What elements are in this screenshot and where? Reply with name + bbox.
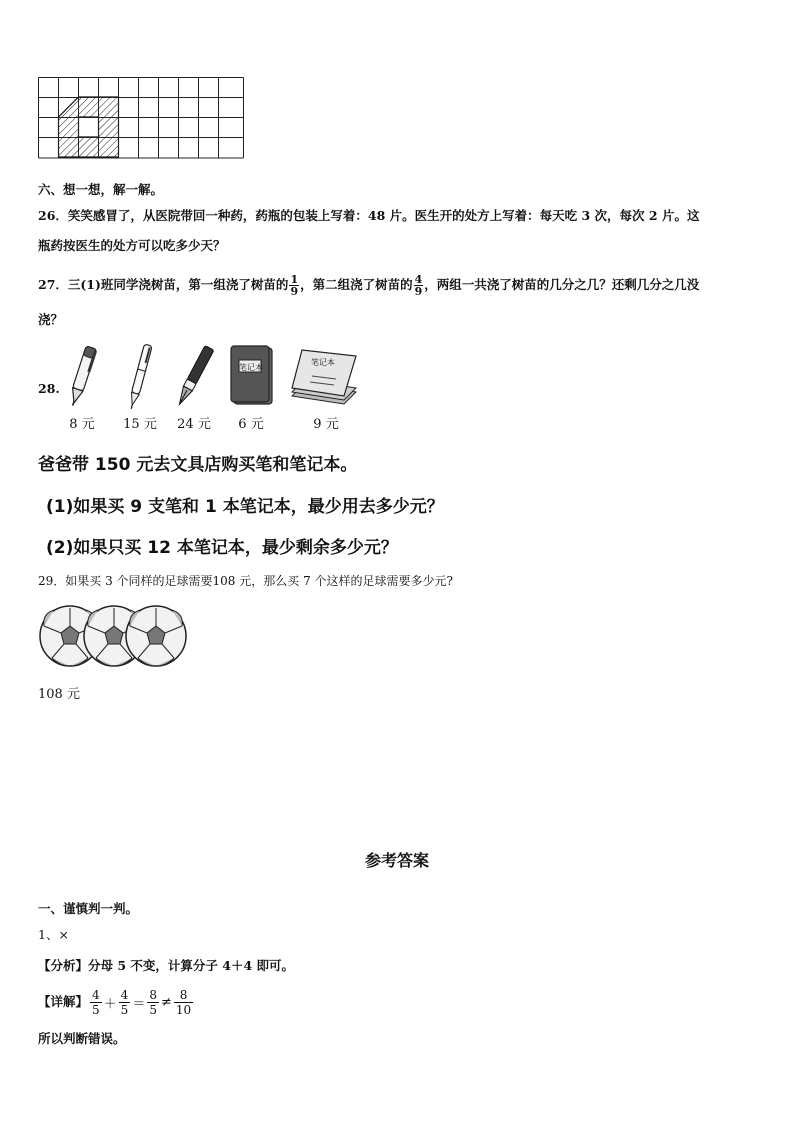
q28-number: 28.: [38, 381, 60, 396]
fraction-denominator: 5: [120, 1002, 129, 1017]
answer-1-analysis: 【分析】分母 5 不变，计算分子 4＋4 即可。: [38, 958, 295, 973]
notebook-b-label: 笔记本: [311, 358, 335, 367]
fraction: [147, 988, 159, 1017]
ballpoint-pen-icon: [120, 340, 160, 412]
answer-1: 1、×: [38, 927, 69, 942]
fraction: [119, 988, 131, 1017]
notebook-stack-icon: [286, 346, 362, 408]
section-6-heading: 六、想一想，解一解。: [38, 182, 164, 197]
soccer-ball-icon: [126, 606, 186, 666]
fraction-numerator: 1: [290, 272, 299, 286]
fraction-denominator: 5: [149, 1002, 157, 1017]
answer-1-conclusion: 所以判断错误。: [38, 1031, 126, 1046]
q26-line2: 瓶药按医生的处方可以吃多少天？: [38, 238, 226, 253]
notebook-a-image: [228, 344, 276, 412]
answers-title: 参考答案: [364, 851, 429, 870]
fraction-numerator: 4: [92, 987, 100, 1002]
price-pen: 8 元: [69, 417, 95, 432]
q26-line1: 26．笑笑感冒了，从医院带回一种药，药瓶的包装上写着：48 片。医生开的处方上写着：每天吃 3 次，每次 2 片。这: [38, 208, 700, 223]
soccer-balls: [38, 604, 188, 672]
pen-icon: [62, 340, 102, 410]
price-notebook-a: 6 元: [238, 417, 264, 432]
q27-part3: ，两组一共浇了树苗的几分之几？还剩几分之几没: [424, 277, 700, 292]
price-notebook-b: 9 元: [313, 417, 339, 432]
q29-text: 29．如果买 3 个同样的足球需要108 元，那么买 7 个这样的足球需要多少元?: [38, 574, 453, 588]
pen-image: [62, 340, 102, 414]
q28-sub2: (2)如果只买 12 本笔记本，最少剩余多少元？: [46, 538, 398, 558]
grid-figure: [38, 77, 244, 159]
fraction-denominator: 9: [290, 284, 299, 298]
fraction-numerator: 8: [174, 988, 193, 1003]
notebook-b-image: [286, 346, 362, 412]
operator: ＝: [132, 996, 146, 1012]
soccer-balls-figure: [38, 604, 188, 668]
notebook-a-label: 笔记本: [239, 363, 263, 372]
q27-line2: 浇？: [38, 312, 64, 327]
fraction-numerator: 4: [120, 987, 129, 1002]
answer-1-detail: [38, 982, 195, 1022]
q28-intro: 爸爸带 150 元去文具店购买笔和笔记本。: [38, 455, 358, 475]
q28-sub1: (1)如果买 9 支笔和 1 本笔记本，最少用去多少元？: [46, 497, 444, 517]
fraction: [174, 988, 193, 1017]
operator: ≠: [160, 994, 172, 1010]
price-fountain-pen: 24 元: [177, 417, 211, 432]
answers-section-1: 一、谨慎判一判。: [38, 901, 139, 916]
fraction-denominator: 5: [92, 1002, 100, 1017]
fountain-pen-icon: [172, 342, 216, 412]
shaded-region: [59, 97, 119, 157]
detail-label: 【详解】: [38, 994, 89, 1009]
price-pencil: 15 元: [123, 417, 157, 432]
notebook-icon: [228, 344, 276, 408]
q27-part2: ，第二组浇了树苗的: [300, 277, 413, 292]
fraction-denominator: 10: [175, 1002, 192, 1017]
q27-line1: [38, 268, 699, 302]
fraction-numerator: 4: [414, 272, 423, 286]
q27-fraction-2: [414, 274, 424, 297]
q27-part1: 27．三(1)班同学浇树苗，第一组浇了树苗的: [38, 277, 289, 292]
fountain-pen-image: [172, 342, 216, 416]
fraction-numerator: 8: [149, 987, 157, 1002]
fraction: [90, 988, 102, 1017]
operator: ＋: [103, 996, 117, 1012]
q27-fraction-1: [289, 274, 299, 297]
fraction-denominator: 9: [414, 284, 423, 298]
pencil-image: [120, 340, 160, 416]
q29-price-label: 108 元: [38, 687, 80, 702]
shaded-grid-diagram: [38, 77, 244, 159]
